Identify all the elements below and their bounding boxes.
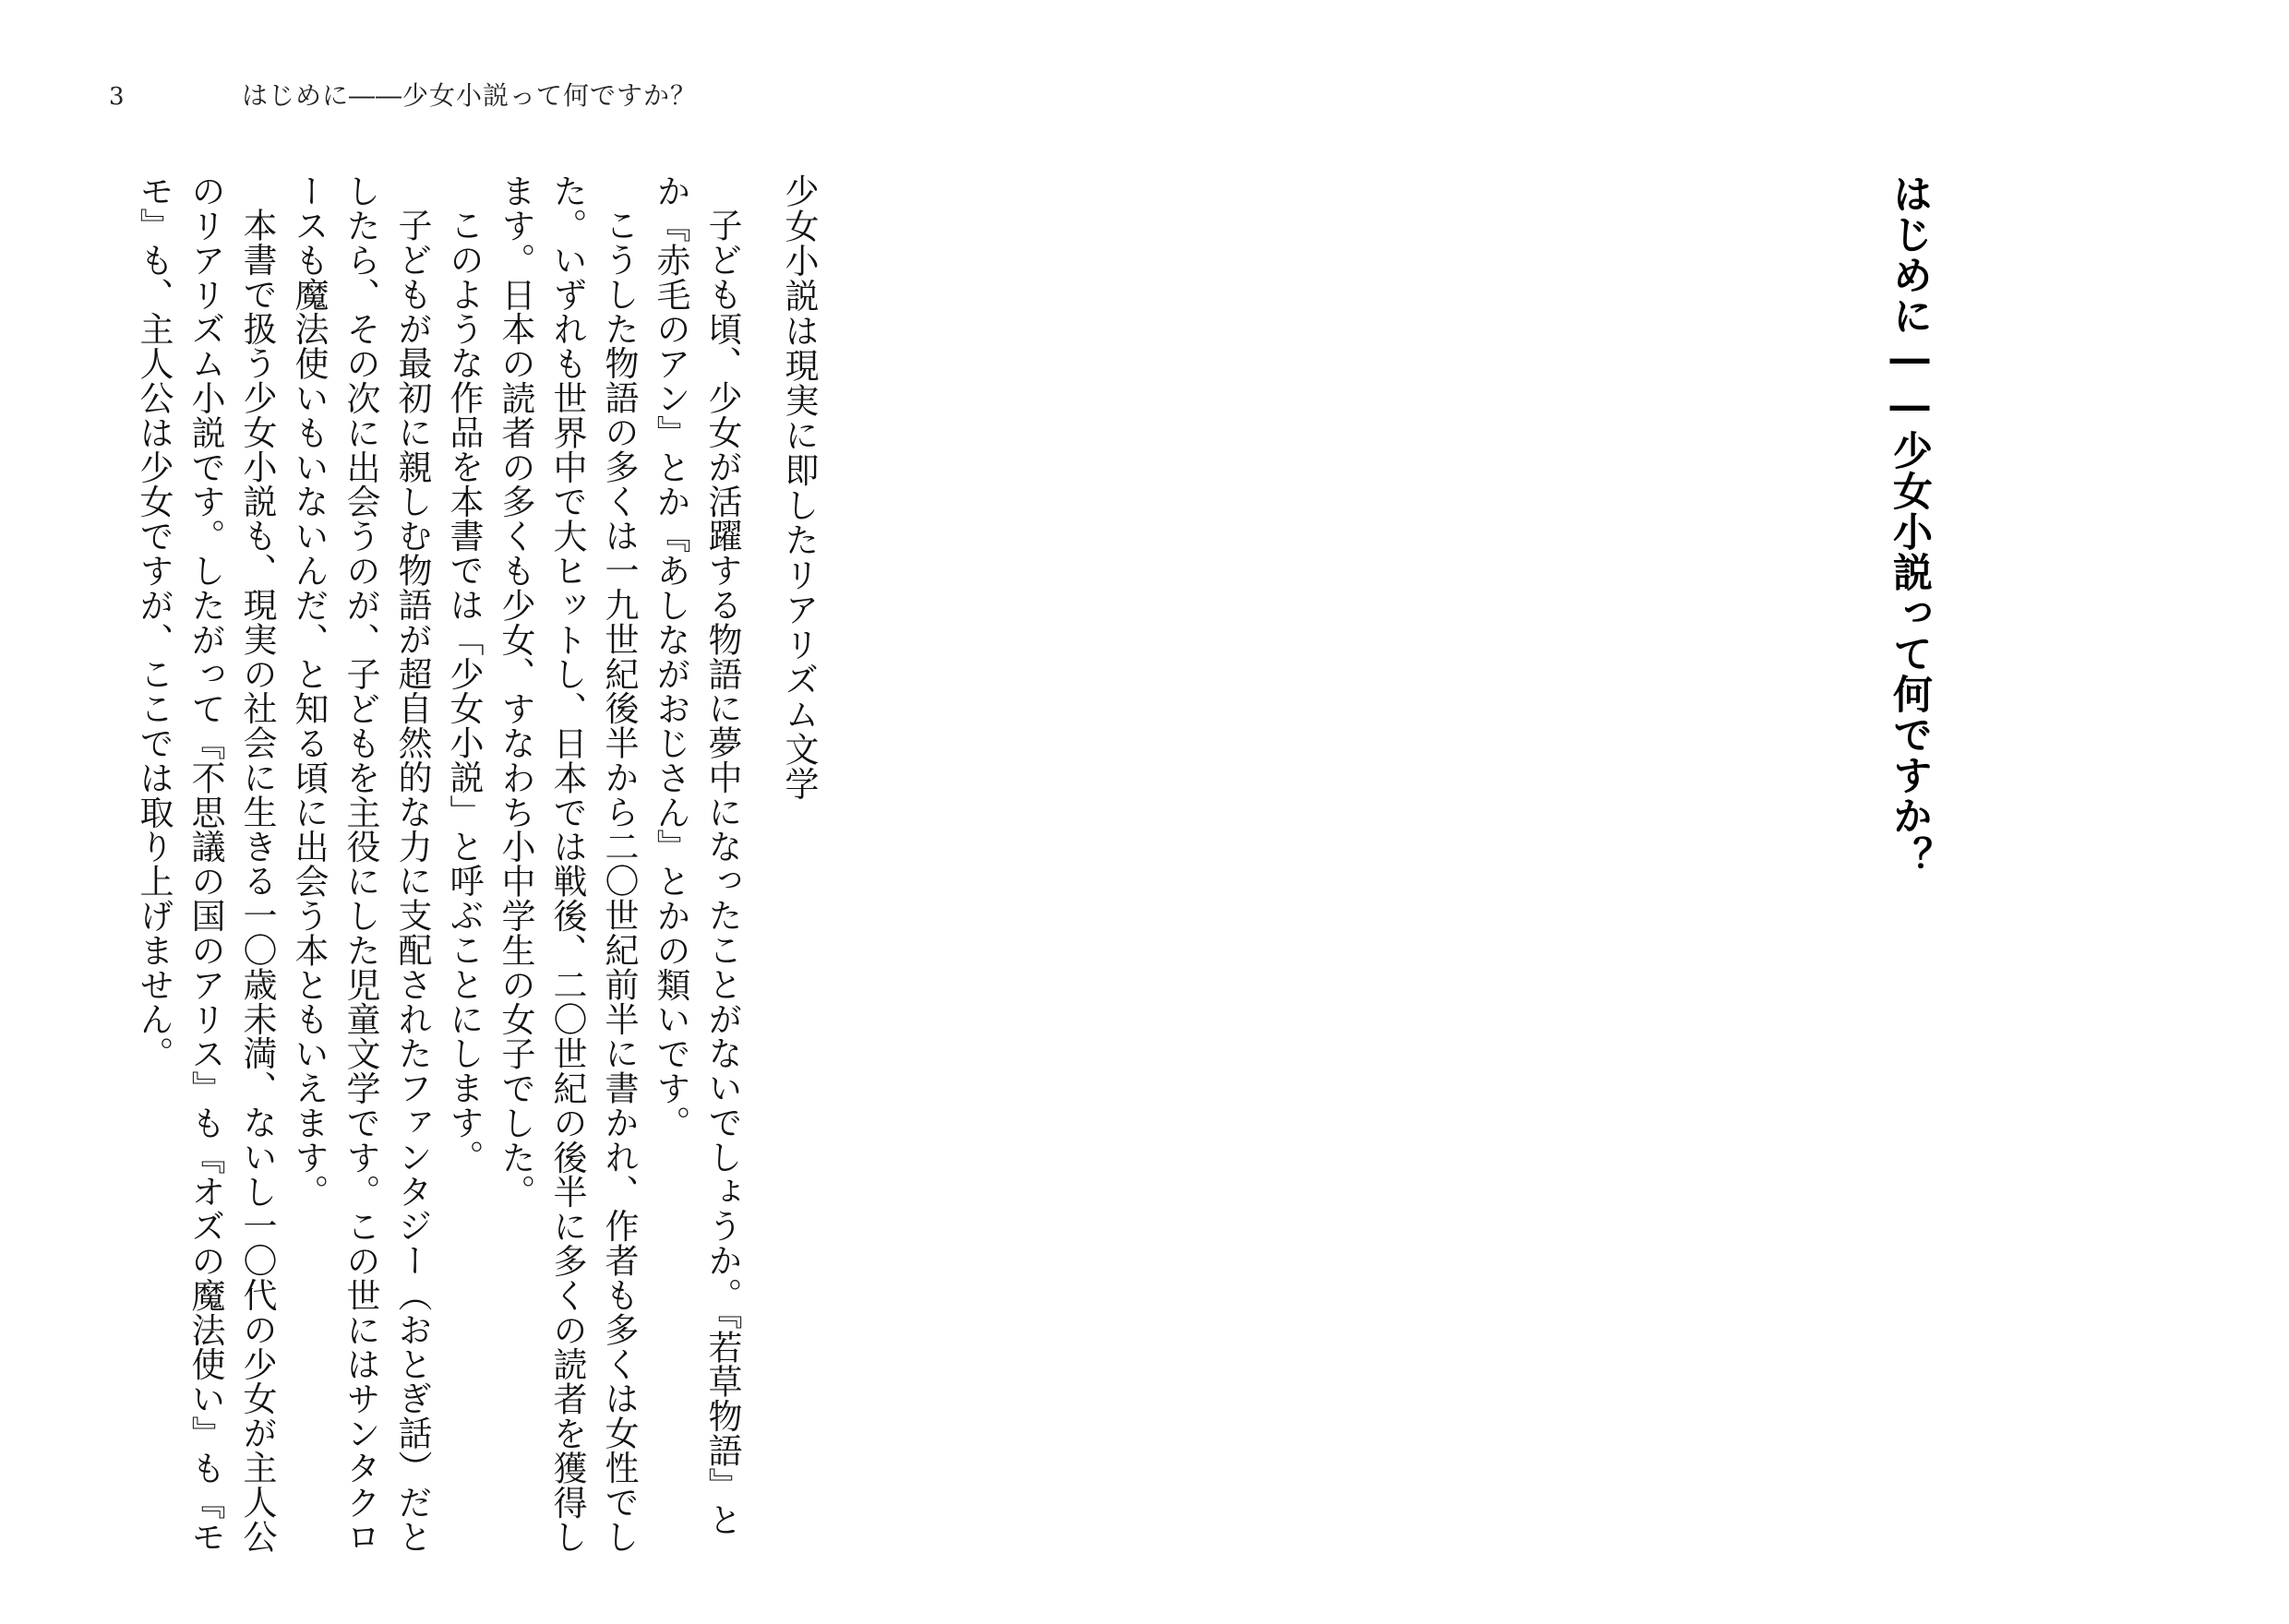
paragraph-3: このような作品を本書では「少女小説」と呼ぶことにします。 <box>444 208 484 1175</box>
running-head: はじめに――少女小説って何ですか？ <box>242 80 698 111</box>
body-text <box>127 173 748 1558</box>
paragraph-4: 子どもが最初に親しむ物語が超自然的な力に支配されたファンタジー（おとぎ話）だとしたら、その次に出会うのが、子どもを主役にした児童文学です。この世にはサンタクロースも魔法使いもいないんだ、と知る頃に出会う本ともいえます。 <box>289 173 432 1554</box>
section-heading: 少女小説は現実に即したリアリズム文学 <box>779 173 819 802</box>
right-page <box>1144 0 2289 1624</box>
paragraph-5: 本書で扱う少女小説も、現実の社会に生きる一〇歳未満、ないし一〇代の少女が主人公のリアリズム小説です。したがって『不思議の国のアリス』も『オズの魔法使い』も『モモ』も、主人公は少女ですが、ここでは取り上げません。 <box>134 173 277 1554</box>
paragraph-2: こうした物語の多くは一九世紀後半から二〇世紀前半に書かれ、作者も多くは女性でした。いずれも世界中で大ヒットし、日本では戦後、二〇世紀の後半に多くの読者を獲得します。日本の読者の多くも少女、すなわち小中学生の女子でした。 <box>496 173 639 1554</box>
page-number: 3 <box>109 83 125 111</box>
paragraph-1: 子ども頃、少女が活躍する物語に夢中になったことがないでしょうか。『若草物語』とか『赤毛のアン』とか『あしながおじさん』とかの類いです。 <box>651 173 742 1537</box>
chapter-title: はじめに――少女小説って何ですか？ <box>1887 173 1933 877</box>
